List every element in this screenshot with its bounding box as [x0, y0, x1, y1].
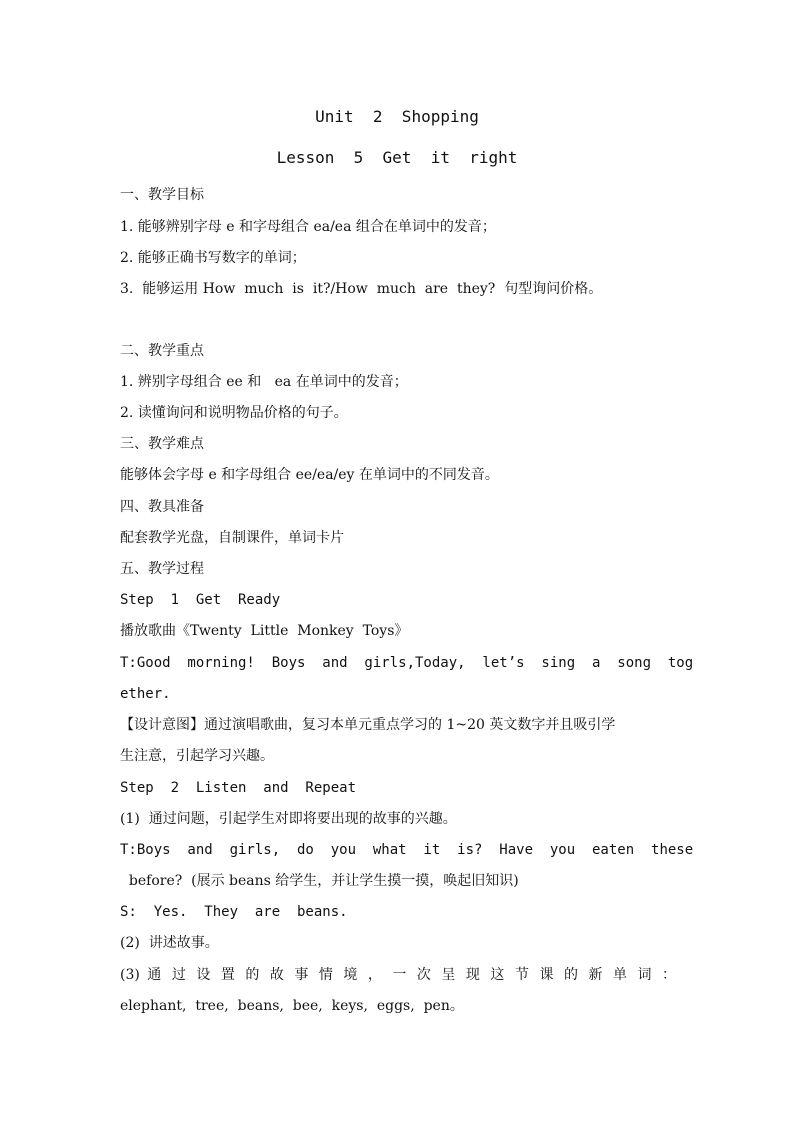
- section-heading-objectives: 一、教学目标: [120, 187, 204, 203]
- step-1-teacher-line: T:Good morning! Boys and girls,Today, let’s sing a song tog: [120, 655, 694, 671]
- objective-2: 2. 能够正确书写数字的单词；: [120, 250, 306, 266]
- design-intent-line-1: 【设计意图】通过演唱歌曲，复习本单元重点学习的 1~20 英文数字并且吸引学: [120, 717, 616, 733]
- section-heading-materials: 四、教具准备: [120, 499, 204, 515]
- step-2-heading: Step 2 Listen and Repeat: [120, 780, 357, 796]
- step-2-teacher-question: T:Boys and girls, do you what it is? Have you eaten these: [120, 842, 694, 858]
- step-2-item-2: (2) 讲述故事。: [120, 935, 219, 951]
- step-2-item-1: (1) 通过问题，引起学生对即将要出现的故事的兴趣。: [120, 811, 457, 827]
- difficulty-text: 能够体会字母 e 和字母组合 ee/ea/ey 在单词中的不同发音。: [120, 467, 499, 483]
- design-intent-line-2: 生注意，引起学习兴趣。: [120, 748, 274, 764]
- step-1-song: 播放歌曲《Twenty Little Monkey Toys》: [120, 623, 409, 639]
- section-heading-difficulties: 三、教学难点: [120, 436, 204, 452]
- step-2-student-answer: S: Yes. They are beans.: [120, 904, 348, 920]
- objective-1: 1. 能够辨别字母 e 和字母组合 ea/ea 组合在单词中的发音；: [120, 219, 496, 235]
- materials-text: 配套教学光盘，自制课件，单词卡片: [120, 530, 344, 546]
- key-point-1: 1. 辨别字母组合 ee 和 ea 在单词中的发音；: [120, 374, 408, 390]
- unit-title: Unit 2 Shopping: [315, 107, 479, 126]
- section-heading-process: 五、教学过程: [120, 561, 204, 577]
- step-1-teacher-line-cont: ether.: [120, 686, 171, 702]
- lesson-title: Lesson 5 Get it right: [276, 148, 518, 167]
- step-2-teacher-question-cont: before? (展示 beans 给学生，并让学生摸一摸，唤起旧知识): [120, 873, 519, 889]
- key-point-2: 2. 读懂询问和说明物品价格的句子。: [120, 405, 348, 421]
- step-2-item-3: (3) 通 过 设 置 的 故 事 情 境 ， 一 次 呈 现 这 节 课 的 新 单 词 ：: [120, 967, 676, 983]
- step-1-heading: Step 1 Get Ready: [120, 592, 281, 608]
- section-heading-key-points: 二、教学重点: [120, 343, 204, 359]
- objective-3: 3. 能够运用 How much is it?/How much are they? 句型询问价格。: [120, 281, 603, 297]
- new-words-list: elephant, tree, beans, bee, keys, eggs, pen。: [120, 998, 464, 1014]
